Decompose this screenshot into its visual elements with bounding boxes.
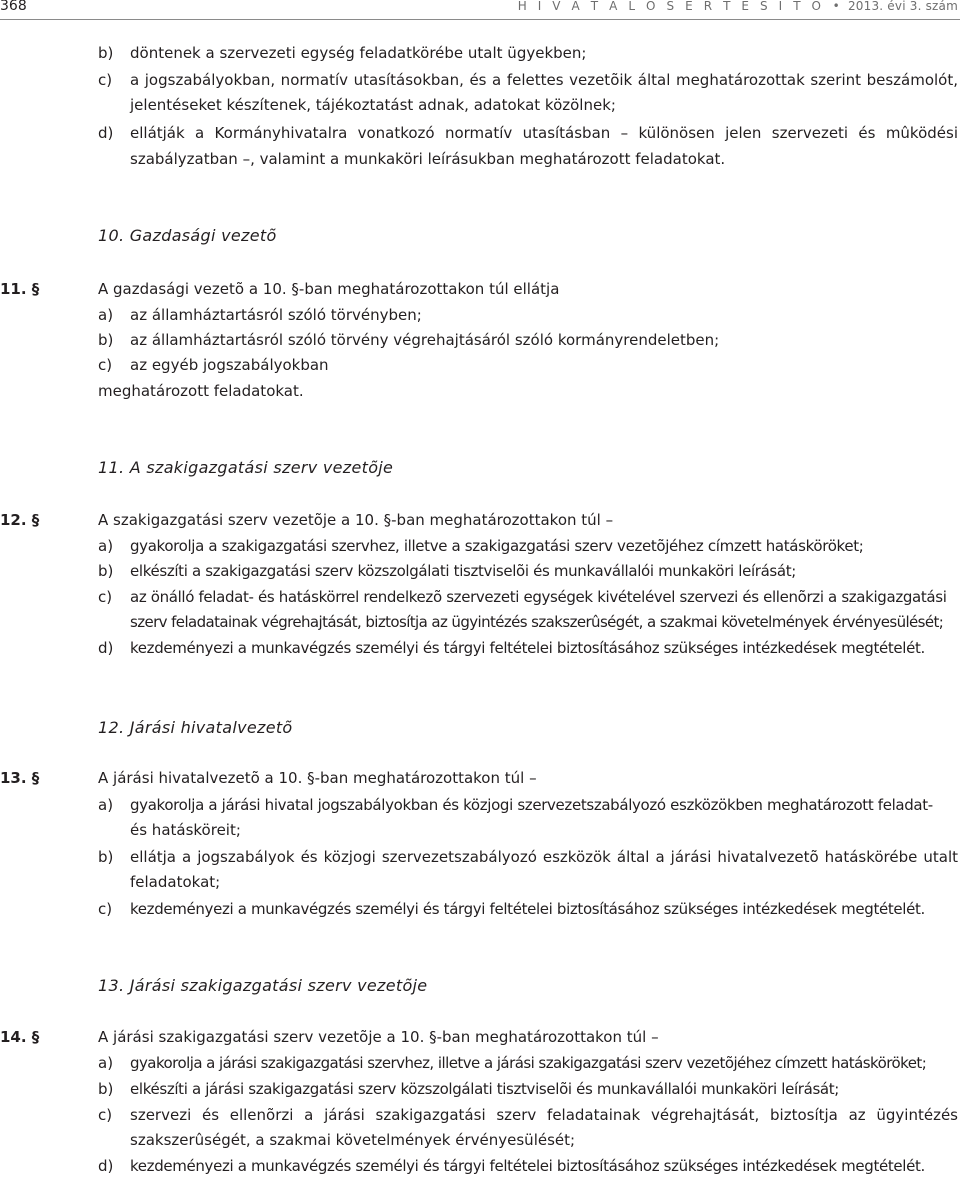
list-marker: d): [98, 1157, 114, 1175]
list-marker: b): [98, 44, 114, 62]
list-marker: b): [98, 848, 114, 866]
list-marker: a): [98, 537, 114, 555]
paragraph-intro: A gazdasági vezetõ a 10. §-ban meghatározottakon túl ellátja: [98, 280, 560, 298]
header-bullet: •: [832, 0, 840, 13]
list-marker: c): [98, 1106, 113, 1124]
publication-title-line: [518, 0, 958, 13]
list-marker: a): [98, 796, 114, 814]
list-item-text: gyakorolja a szakigazgatási szervhez, illetve a szakigazgatási szerv vezetõjéhez címzett hatásköröket;: [130, 537, 864, 555]
section-heading: 13. Járási szakigazgatási szerv vezetõje: [98, 976, 428, 995]
list-marker: c): [98, 71, 113, 89]
list-item-text: az egyéb jogszabályokban: [130, 356, 329, 374]
running-header: [0, 0, 960, 20]
list-item-text: kezdeményezi a munkavégzés személyi és tárgyi feltételei biztosításához szükséges intézkedések megtételét.: [130, 639, 925, 657]
list-marker: a): [98, 306, 114, 324]
list-marker: d): [98, 124, 114, 142]
list-item-text: az államháztartásról szóló törvényben;: [130, 306, 422, 324]
section-heading: 10. Gazdasági vezetõ: [98, 226, 277, 245]
list-item-text: gyakorolja a járási szakigazgatási szervhez, illetve a járási szakigazgatási szerv vezetõjéhez címzett hatásköröket;: [130, 1054, 927, 1072]
paragraph-intro: A járási hivatalvezetõ a 10. §-ban meghatározottakon túl –: [98, 769, 537, 787]
section-heading: 11. A szakigazgatási szerv vezetõje: [98, 458, 394, 477]
list-marker: b): [98, 1080, 114, 1098]
list-marker: c): [98, 588, 113, 606]
paragraph-intro: A járási szakigazgatási szerv vezetõje a 10. §-ban meghatározottakon túl –: [98, 1028, 659, 1046]
list-item-text: ellátja a jogszabályok és közjogi szervezetszabályozó eszközök által a járási hivatalvezetõ hatáskörébe utalt: [130, 848, 958, 866]
paragraph-number: 14. §: [0, 1028, 40, 1046]
section-heading: 12. Járási hivatalvezetõ: [98, 718, 293, 737]
list-marker: c): [98, 356, 113, 374]
paragraph-number: 13. §: [0, 769, 40, 787]
list-marker: c): [98, 900, 113, 918]
list-item-text: döntenek a szervezeti egység feladatkörébe utalt ügyekben;: [130, 44, 587, 62]
issue-label: 2013. évi 3. szám: [847, 0, 958, 13]
list-item-text: elkészíti a járási szakigazgatási szerv közszolgálati tisztviselõi és munkavállalói munkaköri leírását;: [130, 1080, 839, 1098]
list-item-text: jelentéseket készítenek, tájékoztatást adnak, adatokat közölnek;: [130, 96, 616, 114]
list-item-text: az államháztartásról szóló törvény végrehajtásáról szóló kormányrendeletben;: [130, 331, 720, 349]
list-marker: b): [98, 331, 114, 349]
list-item-text: ellátják a Kormányhivatalra vonatkozó normatív utasításban – különösen jelen szervezeti és mûködési: [130, 124, 958, 142]
paragraph-number: 11. §: [0, 280, 40, 298]
list-item-text: elkészíti a szakigazgatási szerv közszolgálati tisztviselõi és munkavállalói munkaköri leírását;: [130, 562, 796, 580]
list-marker: b): [98, 562, 114, 580]
list-item-text: gyakorolja a járási hivatal jogszabályokban és közjogi szervezetszabályozó eszközökben meghatározott feladat-: [130, 796, 933, 814]
list-item-text: kezdeményezi a munkavégzés személyi és tárgyi feltételei biztosításához szükséges intézkedések megtételét.: [130, 1157, 925, 1175]
list-item-text: szakszerûségét, a szakmai követelmények érvényesülését;: [130, 1131, 576, 1149]
list-item-text: szabályzatban –, valamint a munkaköri leírásukban meghatározott feladatokat.: [130, 150, 726, 168]
list-item-text: feladatokat;: [130, 873, 221, 891]
paragraph-intro: A szakigazgatási szerv vezetõje a 10. §-ban meghatározottakon túl –: [98, 511, 614, 529]
list-item-text: szervezi és ellenõrzi a járási szakigazgatási szerv feladatainak végrehajtását, biztosítja az ügyintézés: [130, 1106, 958, 1124]
list-marker: d): [98, 639, 114, 657]
list-item-text: szerv feladatainak végrehajtását, biztosítja az ügyintézés szakszerûségét, a szakmai követelmények érvényesülését;: [130, 613, 944, 631]
publication-title: H I V A T A L O S É R T E S Í T Õ: [517, 0, 825, 13]
paragraph-number: 12. §: [0, 511, 40, 529]
list-marker: a): [98, 1054, 114, 1072]
paragraph-closing: meghatározott feladatokat.: [98, 382, 304, 400]
list-item-text: a jogszabályokban, normatív utasításokban, és a felettes vezetõik által meghatározottak szerint beszámolót,: [130, 71, 958, 89]
list-item-text: az önálló feladat- és hatáskörrel rendelkezõ szervezeti egységek kivételével szervezi és ellenõrzi a szakigazgatási: [130, 588, 947, 606]
list-item-text: kezdeményezi a munkavégzés személyi és tárgyi feltételei biztosításához szükséges intézkedések megtételét.: [130, 900, 925, 918]
list-item-text: és hatásköreit;: [130, 821, 241, 839]
page-number: 368: [0, 0, 27, 14]
header-rule: [0, 19, 960, 20]
